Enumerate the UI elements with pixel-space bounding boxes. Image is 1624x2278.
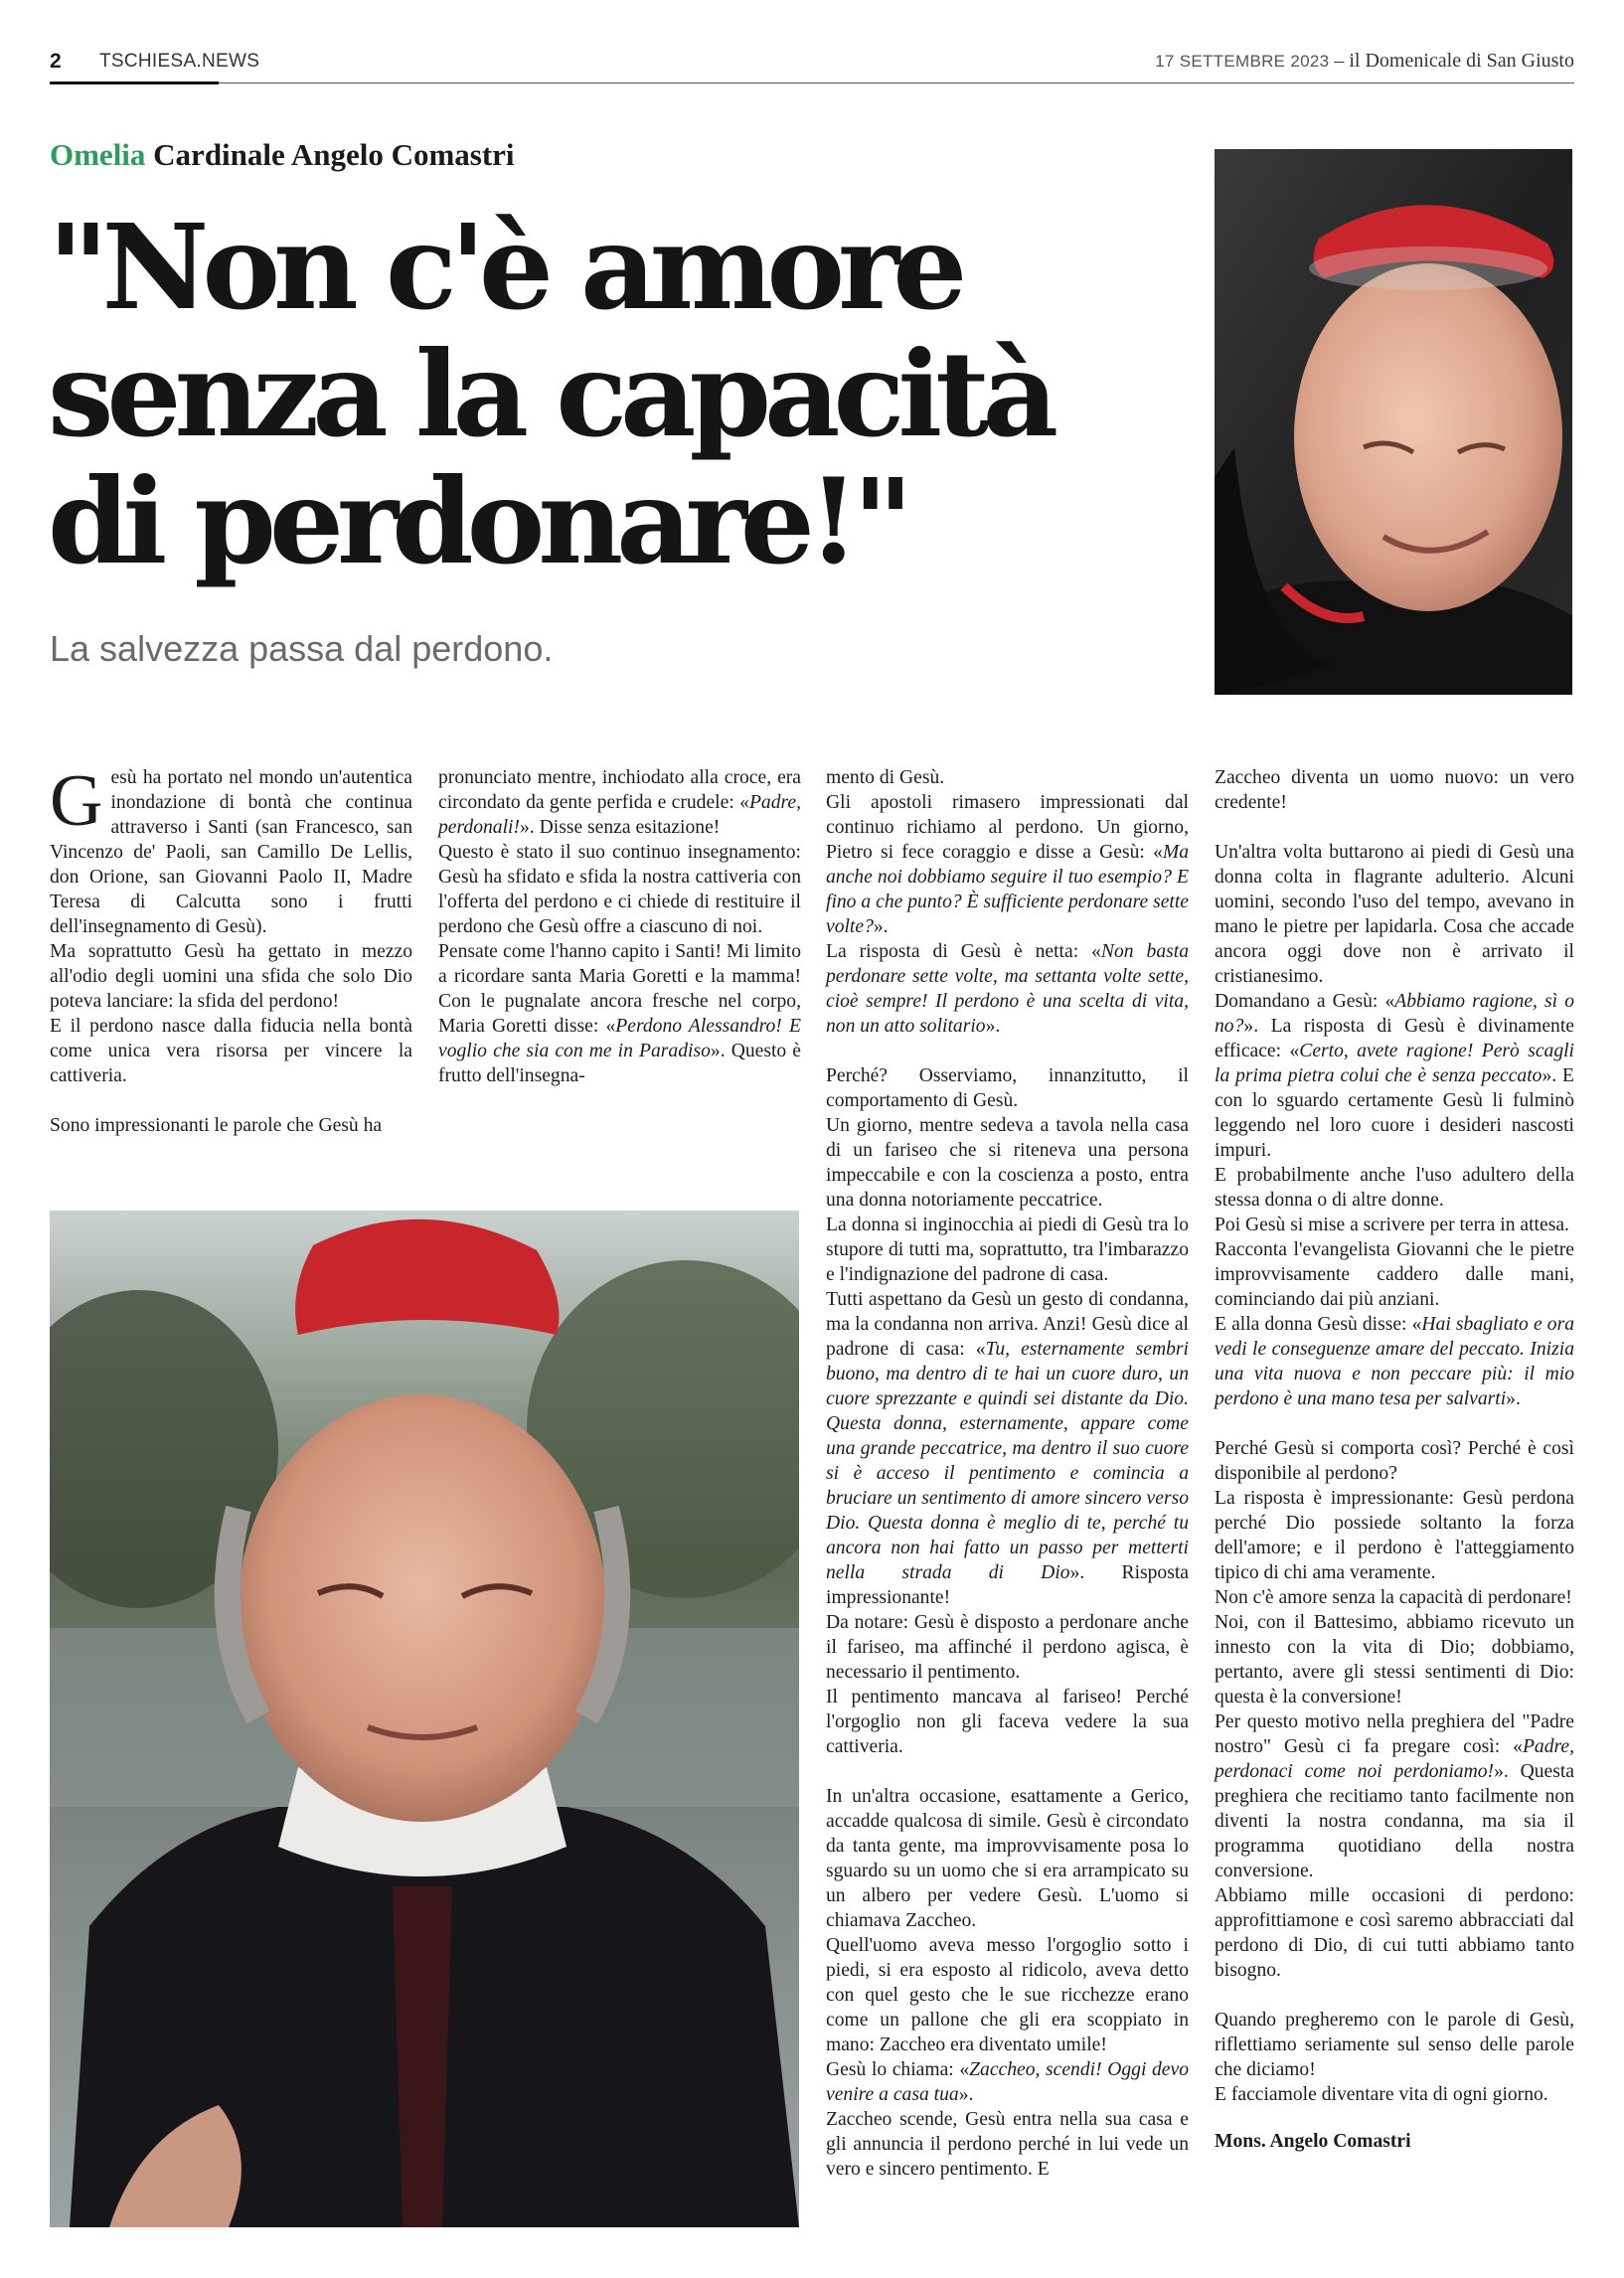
publication-name: il Domenicale di San Giusto xyxy=(1349,50,1574,72)
paragraph xyxy=(1215,1312,1574,1411)
paragraph: Racconta l'evangelista Giovanni che le pietre improvvisamente caddero dalle mani, cominciando dai più anziani. xyxy=(1215,1239,1574,1310)
paragraph-text: ». xyxy=(873,916,889,937)
headline xyxy=(48,198,1141,590)
paragraph-text: pronunciato mentre, inchiodato alla croce, era circondato da gente perfida e crudele: « xyxy=(438,767,801,813)
headline-line: senza la capacità xyxy=(48,325,1053,463)
subtitle: La salvezza passa dal perdono. xyxy=(50,628,554,669)
paragraph-text: Pensate come l'hanno capito i Santi! Mi limito a ricordare santa Maria Goretti e la mamma! Con le pugnalate ancora fresche nel corpo, Maria Goretti disse: « xyxy=(438,941,801,1037)
headline-line: "Non c'è amore xyxy=(48,198,961,336)
quote: Non basta perdonare sette volte, ma settanta volte sette, cioè sempre! Il perdono è una scelta di vita, non un atto solitario xyxy=(826,941,1189,1037)
paragraph xyxy=(826,1287,1189,1610)
paragraph: Quando pregheremo con le parole di Gesù, riflettiamo seriamente sul senso delle parole che diciamo! xyxy=(1215,2010,1574,2080)
cardinal-portrait-photo xyxy=(1215,149,1572,695)
article-column-2 xyxy=(438,765,801,1088)
quote: Zaccheo, scendi! Oggi devo venire a casa tua xyxy=(826,2059,1189,2105)
paragraph xyxy=(826,939,1189,1039)
dateline xyxy=(1155,50,1574,73)
quote: Padre, perdonaci come noi perdoniamo! xyxy=(1215,1736,1574,1782)
quote: Hai sbagliato e ora vedi le conseguenze amare del peccato. Inizia una vita nuova e non peccare più: il mio perdono è una mano tesa per salvarti xyxy=(1215,1314,1574,1409)
paragraph-text: ». Risposta impressionante! xyxy=(826,1562,1189,1608)
header-rule xyxy=(50,82,1574,83)
paragraph: E il perdono nasce dalla fiducia nella bontà come unica vera risorsa per vincere la cattiveria. xyxy=(50,1016,412,1086)
author-signature: Mons. Angelo Comastri xyxy=(1215,2131,1411,2152)
site-name[interactable]: TSCHIESA.NEWS xyxy=(99,51,260,72)
paragraph-text: ». xyxy=(1506,1388,1521,1409)
quote: Perdono Alessandro! E voglio che sia con me in Paradiso xyxy=(438,1016,801,1061)
kicker-author: Cardinale Angelo Comastri xyxy=(153,137,515,172)
paragraph-text: Per questo motivo nella preghiera del "Padre nostro" Gesù ci fa pregare così: « xyxy=(1215,1711,1574,1757)
section-label: Omelia xyxy=(50,137,146,172)
paragraph: Questo è stato il suo continuo insegnamento: Gesù ha sfidato e sfida la nostra cattiveria con l'offerta del perdono e ci chiede di restituire il perdono che Gesù offre a ciascuno di noi. xyxy=(438,842,801,937)
paragraph xyxy=(438,765,801,840)
paragraph: Perché Gesù si comporta così? Perché è così disponibile al perdono? xyxy=(1215,1438,1574,1484)
paragraph-text: La risposta di Gesù è netta: « xyxy=(826,941,1101,962)
paragraph: Non c'è amore senza la capacità di perdonare! xyxy=(1215,1587,1572,1608)
paragraph: E facciamole diventare vita di ogni giorno. xyxy=(1215,2084,1548,2105)
paragraph: Ma soprattutto Gesù ha gettato in mezzo all'odio degli uomini una sfida che solo Dio poteva lanciare: la sfida del perdono! xyxy=(50,941,412,1012)
paragraph: Sono impressionanti le parole che Gesù ha xyxy=(50,1115,383,1136)
kicker xyxy=(50,137,515,173)
paragraph xyxy=(50,760,412,939)
quote: Padre, perdonali! xyxy=(438,792,801,838)
paragraph-text: esù ha portato nel mondo un'autentica inondazione di bontà che continua attraverso i Santi (san Francesco, san Vincenzo de' Paoli, san Camillo De Lellis, don Orione, san Giovanni Paolo II, Madre Teresa di Calcutta sono i frutti dell'insegnamento di Gesù). xyxy=(50,767,412,937)
paragraph-text: ». La risposta di Gesù è divinamente efficace: « xyxy=(1215,1016,1574,1061)
paragraph: Abbiamo mille occasioni di perdono: approfittiamone e così saremo abbracciati dal perdono di Dio, di cui tutti abbiamo tanto bisogno. xyxy=(1215,1885,1574,1981)
paragraph-text: ». Disse senza esitazione! xyxy=(520,817,721,838)
article-column-3 xyxy=(826,765,1189,2182)
paragraph-text: ». xyxy=(985,1016,1001,1037)
header-rule-accent xyxy=(50,81,219,84)
quote: Tu, esternamente sembri buono, ma dentro di te hai un cuore duro, un cuore sprezzante e quindi sei distante da Dio. Questa donna, esternamente, appare come una grande peccatrice, ma dentro il suo cuore si è acceso il pentimento e comincia a bruciare un sentimento di amore sincero verso Dio. Questa donna è meglio di te, perché tu ancora non hai fatto un passo per metterti nella strada di Dio xyxy=(826,1339,1189,1583)
paragraph: Da notare: Gesù è disposto a perdonare anche il fariseo, ma affinché il perdono agisca, è necessario il pentimento. xyxy=(826,1612,1189,1683)
dateline-separator: – xyxy=(1329,50,1350,72)
paragraph: mento di Gesù. xyxy=(826,767,945,788)
issue-date: 17 SETTEMBRE 2023 xyxy=(1155,52,1330,71)
paragraph xyxy=(826,790,1189,939)
paragraph-text: ». xyxy=(958,2084,974,2105)
article-column-1 xyxy=(50,760,412,1138)
quote: Certo, avete ragione! Però scagli la prima pietra colui che è senza peccato xyxy=(1215,1041,1574,1086)
paragraph-text: Tutti aspettano da Gesù un gesto di condanna, ma la condanna non arriva. Anzi! Gesù dice al padrone di casa: « xyxy=(826,1289,1189,1360)
paragraph-text: Domandano a Gesù: « xyxy=(1215,991,1395,1012)
paragraph: E probabilmente anche l'uso adultero della stessa donna o di altre donne. xyxy=(1215,1165,1574,1211)
paragraph-text: ». E con lo sguardo certamente Gesù li fulminò leggendo nel loro cuore i desideri nascosti impuri. xyxy=(1215,1065,1574,1161)
page-header xyxy=(50,46,1574,83)
paragraph xyxy=(826,2057,1189,2107)
paragraph: Quell'uomo aveva messo l'orgoglio sotto i piedi, si era esposto al ridicolo, aveva detto con quel gesto che le sue ricchezze erano come un pallone che gli era scoppiato in mano: Zaccheo era diventato umile! xyxy=(826,1935,1189,2055)
article-column-4 xyxy=(1215,765,1574,2154)
paragraph-text: Gesù lo chiama: « xyxy=(826,2059,970,2080)
paragraph: Perché? Osserviamo, innanzitutto, il comportamento di Gesù. xyxy=(826,1065,1189,1111)
paragraph: Il pentimento mancava al fariseo! Perché l'orgoglio non gli faceva vedere la sua cattiveria. xyxy=(826,1687,1189,1757)
page-number: 2 xyxy=(50,50,62,73)
paragraph: Noi, con il Battesimo, abbiamo ricevuto un innesto con la vita di Dio; dobbiamo, pertanto, avere gli stessi sentimenti di Dio: questa è la conversione! xyxy=(1215,1612,1574,1708)
paragraph xyxy=(1215,989,1574,1163)
drop-cap: G xyxy=(50,760,103,842)
paragraph: Un giorno, mentre sedeva a tavola nella casa di un fariseo che si riteneva una persona impeccabile e con la coscienza a posto, entra una donna notoriamente peccatrice. xyxy=(826,1115,1189,1211)
paragraph: La donna si inginocchia ai piedi di Gesù tra lo stupore di tutti ma, soprattutto, tra l'imbarazzo e l'indignazione del padrone di casa. xyxy=(826,1215,1189,1285)
paragraph: Un'altra volta buttarono ai piedi di Gesù una donna colta in flagrante adulterio. Alcuni uomini, secondo l'uso del tempo, avevano in mano le pietre per lapidarla. Cosa che accade ancora oggi dove non è arrivato il cristianesimo. xyxy=(1215,842,1574,987)
paragraph-text: E alla donna Gesù disse: « xyxy=(1215,1314,1422,1335)
headline-line: di perdonare!" xyxy=(48,452,907,590)
paragraph xyxy=(1215,1709,1574,1883)
paragraph xyxy=(438,939,801,1088)
cardinal-outdoor-photo xyxy=(50,1211,799,2227)
paragraph-text: ». Questa preghiera che recitiamo tanto facilmente non diventi la nostra condanna, ma sia il programma quotidiano della nostra conversione. xyxy=(1215,1761,1574,1881)
paragraph: La risposta è impressionante: Gesù perdona perché Dio possiede soltanto la forza dell'amore; e il perdono è l'atteggiamento tipico di chi ama veramente. xyxy=(1215,1488,1574,1583)
paragraph-text: ». Questo è frutto dell'insegna- xyxy=(438,1041,801,1086)
paragraph: In un'altra occasione, esattamente a Gerico, accadde qualcosa di simile. Gesù è circondato da tanta gente, ma improvvisamente posa lo sguardo su un uomo che si era arrampicato su un albero per vedere Gesù. L'uomo si chiamava Zaccheo. xyxy=(826,1786,1189,1931)
quote: Abbiamo ragione, sì o no? xyxy=(1215,991,1574,1037)
paragraph: Poi Gesù si mise a scrivere per terra in attesa. xyxy=(1215,1215,1569,1235)
paragraph: Zaccheo scende, Gesù entra nella sua casa e gli annuncia il perdono perché in lui vede un vero e sincero pentimento. E xyxy=(826,2109,1189,2180)
paragraph-text: Gli apostoli rimasero impressionati dal continuo richiamo al perdono. Un giorno, Pietro si fece coraggio e disse a Gesù: « xyxy=(826,792,1189,863)
quote: Ma anche noi dobbiamo seguire il tuo esempio? E fino a che punto? È sufficiente perdonare sette volte? xyxy=(826,842,1189,937)
paragraph: Zaccheo diventa un uomo nuovo: un vero credente! xyxy=(1215,767,1574,813)
